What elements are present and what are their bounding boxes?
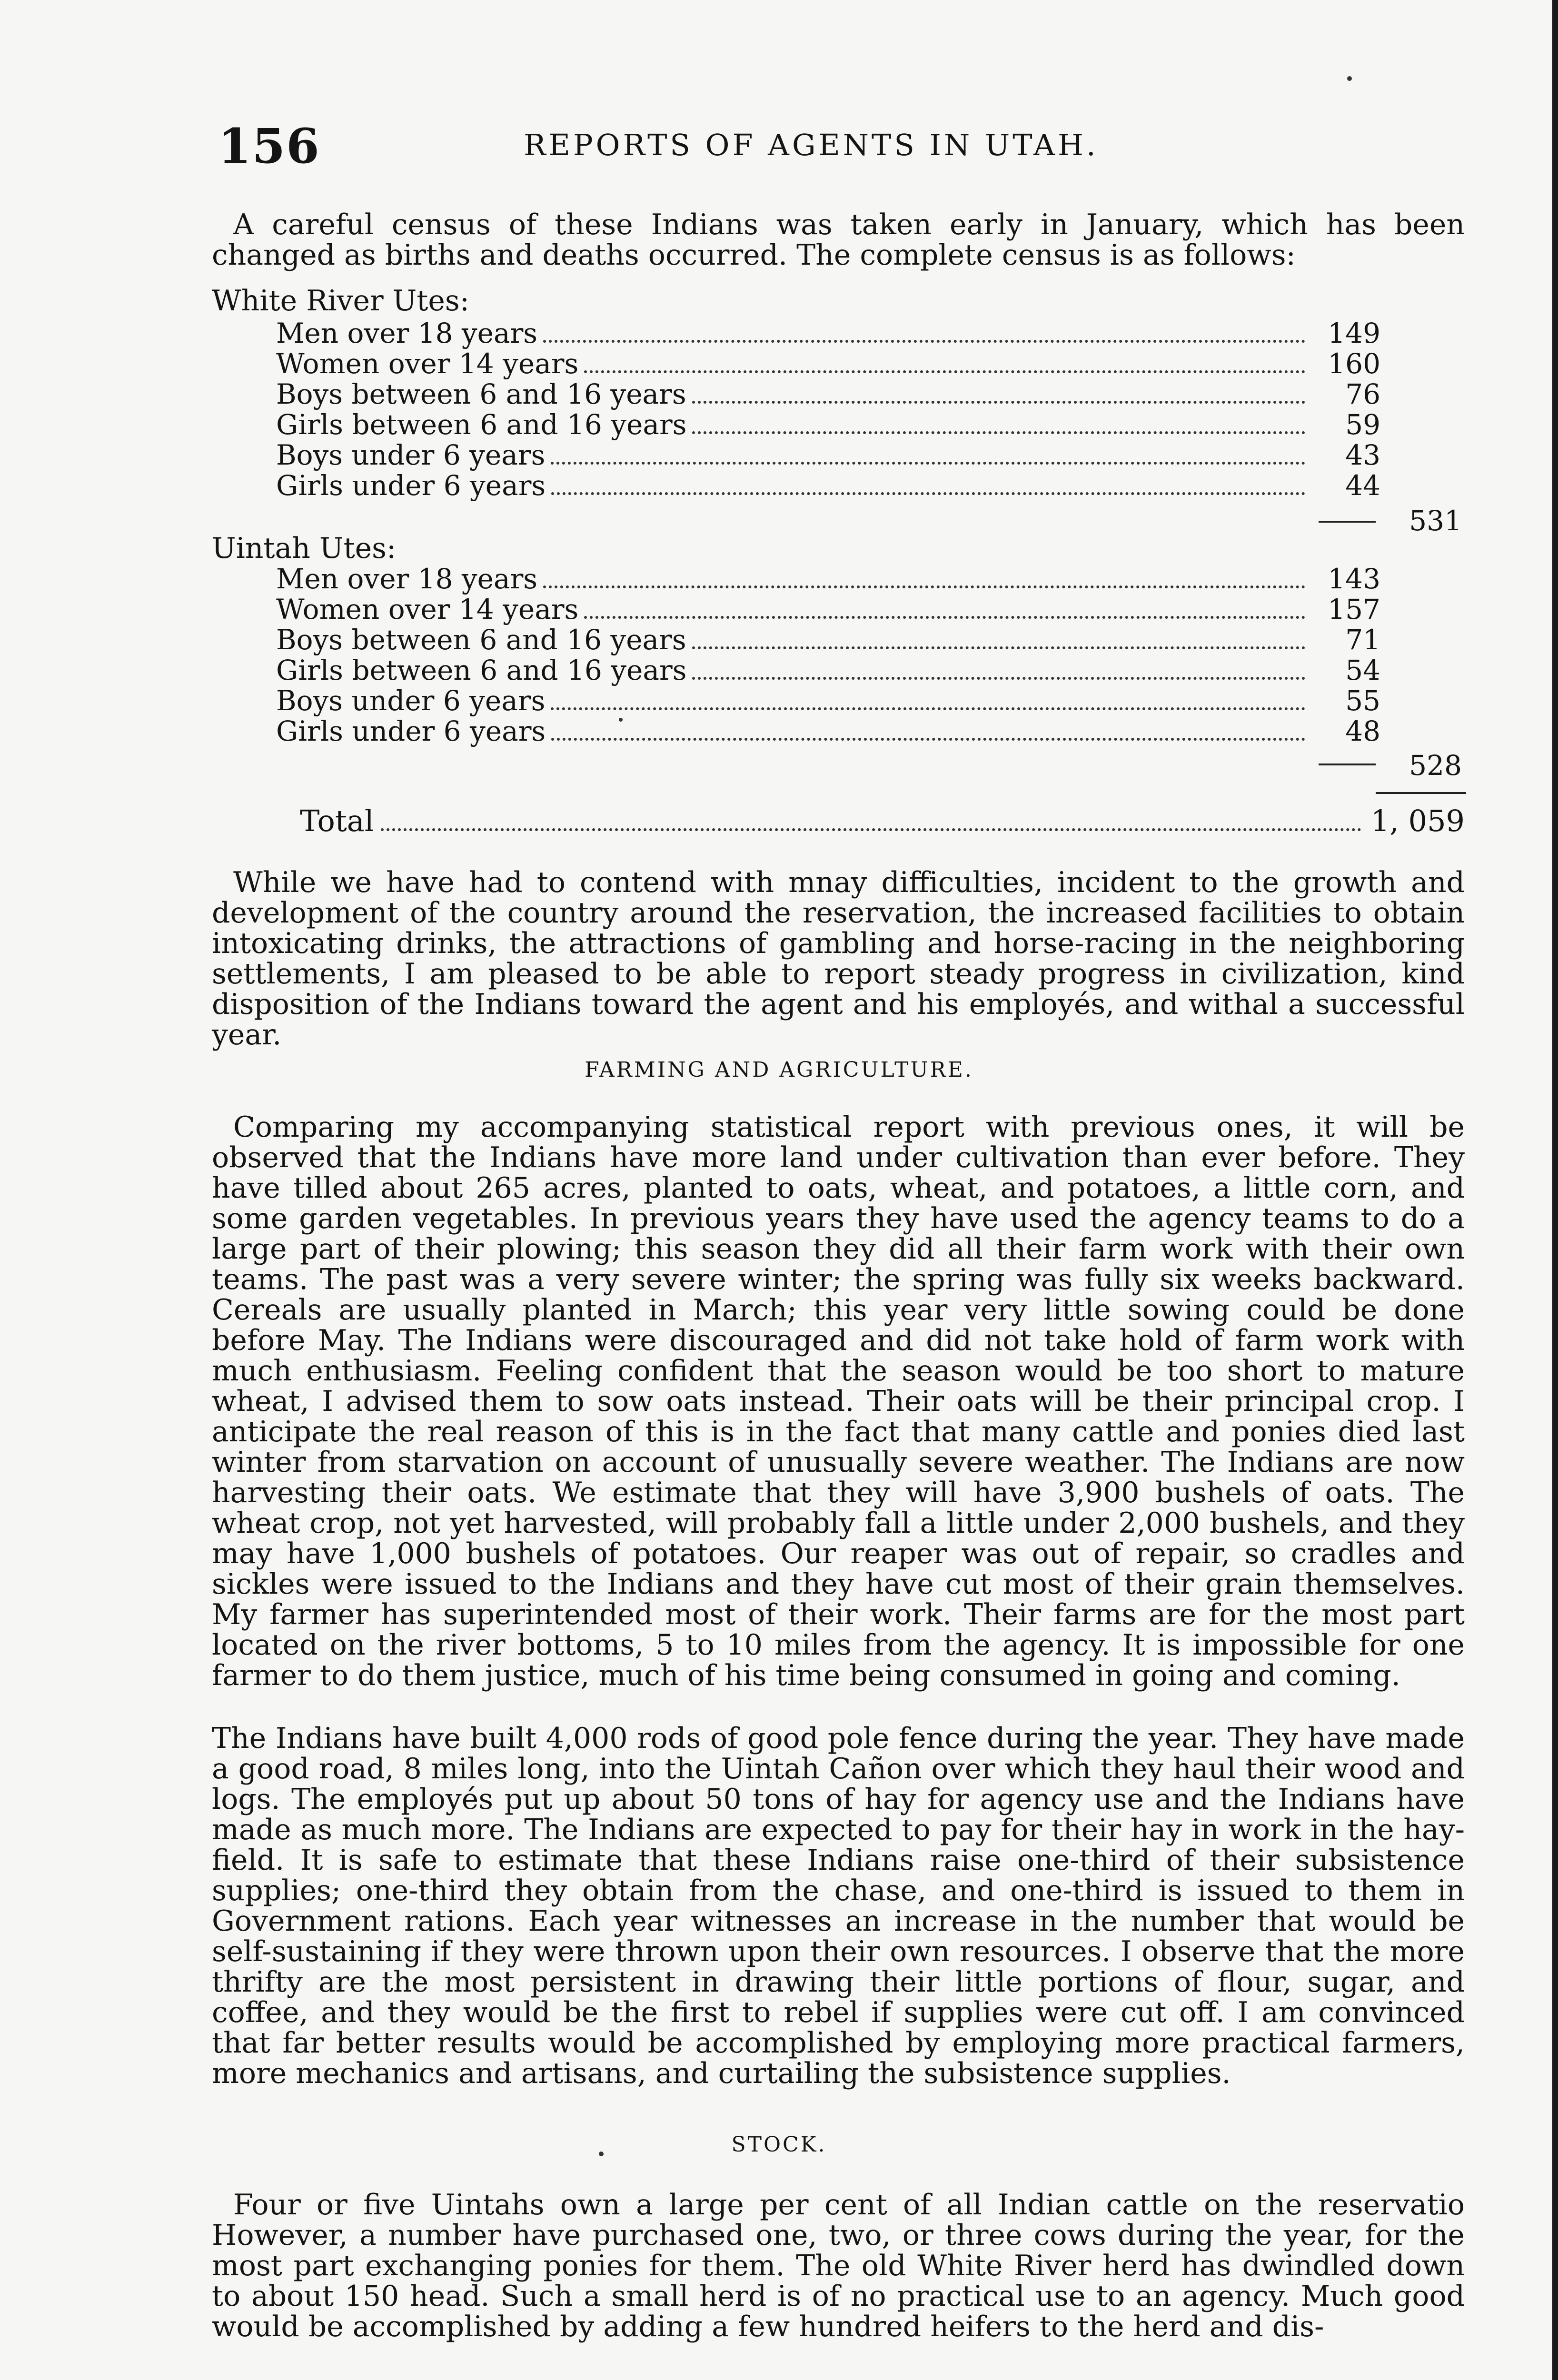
census-row-label: Girls under 6 years bbox=[276, 715, 546, 747]
dot-leader bbox=[551, 738, 1305, 741]
census-row-label: Women over 14 years bbox=[276, 347, 579, 380]
dot-leader bbox=[551, 707, 1305, 710]
census-row bbox=[276, 318, 1380, 348]
farming-heading: FARMING AND AGRICULTURE. bbox=[585, 1058, 973, 1082]
census-row-label: Girls under 6 years bbox=[276, 469, 546, 502]
census-row bbox=[276, 655, 1380, 685]
census-row-label: Men over 18 years bbox=[276, 317, 538, 349]
census-row bbox=[276, 348, 1380, 379]
census-row-value: 54 bbox=[1345, 654, 1380, 686]
census-row-value: 143 bbox=[1328, 563, 1380, 595]
census-row-label: Boys between 6 and 16 years bbox=[276, 624, 686, 656]
farming-paragraph-2 bbox=[212, 1723, 1465, 2089]
intro-paragraph bbox=[212, 209, 1465, 270]
census-row bbox=[276, 409, 1380, 440]
print-speck bbox=[619, 718, 623, 722]
page-number: 156 bbox=[218, 118, 320, 174]
stock-heading: STOCK. bbox=[731, 2132, 827, 2157]
running-head: REPORTS OF AGENTS IN UTAH. bbox=[524, 128, 1099, 162]
uintah-heading: Uintah Utes: bbox=[212, 532, 397, 565]
stock-text: Four or five Uintahs own a large per cent of all Indian cattle on the reservatio However, a number have purchased one, two, or three cows during the year, for the most part exchanging ponies for them. The old White River herd has dwindled down to about 150 head. Such a small herd is of no practical use to an agency. Much good would be accomplished by adding a few hundred heifers to the herd and dis- bbox=[212, 2188, 1465, 2343]
subtotal-rule bbox=[1319, 521, 1376, 523]
census-row-label: Boys between 6 and 16 years bbox=[276, 378, 686, 410]
uintah-subtotal: 528 bbox=[1409, 749, 1462, 782]
dot-leader bbox=[381, 828, 1361, 831]
farming-text-2: The Indians have built 4,000 rods of good pole fence during the year. They have made a good road, 8 miles long, into the Uintah Cañon over which they haul their wood and logs. The employés put up about 50 tons of hay for agency use and the Indians have made as much more. The Indians are expected to pay for their hay in work in the hay-field. It is safe to estimate that these Indians raise one-third of their subsistence supplies; one-third they obtain from the chase, and one-third is issued to them in Government rations. Each year witnesses an increase in the number that would be self-sustaining if they were thrown upon their own resources. I observe that the more thrifty are the most persistent in drawing their little portions of flour, sugar, and coffee, and they would be the first to rebel if supplies were cut off. I am convinced that far better results would be accomplished by employing more practical farmers, more mechanics and artisans, and curtailing the subsistence supplies. bbox=[212, 1722, 1465, 2090]
dot-leader bbox=[692, 677, 1305, 680]
census-row-value: 157 bbox=[1328, 593, 1380, 625]
dot-leader bbox=[584, 616, 1305, 619]
dot-leader bbox=[692, 646, 1305, 649]
difficulties-text: While we have had to contend with mnay difficulties, incident to the growth and development of the country around the reservation, the increased facilities to obtain intoxicating drinks, the attractions of gambling and horse-racing in the neighboring settlements, I am pleased to be able to report steady progress in civilization, kind disposition of the Indians toward the agent and his employés, and withal a successful year. bbox=[212, 866, 1465, 1051]
census-row-label: Men over 18 years bbox=[276, 563, 538, 595]
census-row-label: Girls between 6 and 16 years bbox=[276, 408, 687, 441]
dot-leader bbox=[543, 340, 1305, 343]
census-row bbox=[276, 625, 1380, 655]
total-value: 1, 059 bbox=[1370, 803, 1465, 838]
dot-leader bbox=[543, 585, 1305, 588]
dot-leader bbox=[692, 401, 1305, 404]
white-river-subtotal: 531 bbox=[1409, 505, 1462, 537]
census-row-value: 48 bbox=[1345, 715, 1380, 747]
farming-text-1: Comparing my accompanying statistical report with previous ones, it will be observed that the Indians have more land under cultivation than ever before. They have tilled about 265 acres, planted to oats, wheat, and potatoes, a little corn, and some garden vegetables. In previous years they have used the agency teams to do a large part of their plowing; this season they did all their farm work with their own teams. The past was a very severe winter; the spring was fully six weeks backward. Cereals are usually planted in March; this year very little sowing could be done before May. The Indians were discouraged and did not take hold of farm work with much enthusiasm. Feeling confident that the season would be too short to mature wheat, I advised them to sow oats instead. Their oats will be their principal crop. I anticipate the real reason of this is in the fact that many cattle and ponies died last winter from starvation on account of unusually severe weather. The Indians are now harvesting their oats. We estimate that they will have 3,900 bushels of oats. The wheat crop, not yet harvested, will probably fall a little under 2,000 bushels, and they may have 1,000 bushels of potatoes. Our reaper was out of repair, so cradles and sickles were issued to the Indians and they have cut most of their grain themselves. My farmer has superintended most of their work. Their farms are for the most part located on the river bottoms, 5 to 10 miles from the agency. It is impossible for one farmer to do them justice, much of his time being consumed in going and coming. bbox=[212, 1111, 1465, 1692]
census-row-value: 43 bbox=[1345, 439, 1380, 471]
farming-paragraph-1 bbox=[212, 1112, 1465, 1691]
census-row-value: 44 bbox=[1345, 469, 1380, 502]
difficulties-paragraph bbox=[212, 867, 1465, 1050]
dot-leader bbox=[584, 370, 1305, 373]
census-row-label: Boys under 6 years bbox=[276, 439, 546, 471]
census-row bbox=[276, 594, 1380, 625]
white-river-heading: White River Utes: bbox=[212, 284, 469, 317]
census-row bbox=[276, 685, 1380, 716]
total-row bbox=[300, 804, 1465, 838]
census-row bbox=[276, 564, 1380, 594]
census-row-label: Girls between 6 and 16 years bbox=[276, 654, 687, 686]
census-row-value: 76 bbox=[1345, 378, 1380, 410]
census-row-value: 149 bbox=[1328, 317, 1380, 349]
total-label: Total bbox=[300, 803, 374, 838]
census-row-value: 59 bbox=[1345, 408, 1380, 441]
dot-leader bbox=[551, 462, 1305, 465]
dot-leader bbox=[551, 492, 1305, 495]
census-row bbox=[276, 379, 1380, 409]
print-speck bbox=[1347, 76, 1352, 81]
intro-text: A careful census of these Indians was taken early in January, which has been changed as births and deaths occurred. The complete census is as follows: bbox=[212, 208, 1465, 272]
dot-leader bbox=[692, 431, 1305, 434]
subtotal-rule bbox=[1319, 764, 1376, 765]
census-row-value: 71 bbox=[1345, 624, 1380, 656]
total-rule bbox=[1376, 792, 1466, 794]
census-row bbox=[276, 470, 1380, 501]
census-row-value: 160 bbox=[1328, 347, 1380, 380]
census-row-label: Boys under 6 years bbox=[276, 684, 546, 717]
census-row bbox=[276, 716, 1380, 746]
census-row-value: 55 bbox=[1345, 684, 1380, 717]
census-row bbox=[276, 440, 1380, 470]
stock-paragraph bbox=[212, 2190, 1465, 2342]
print-speck bbox=[599, 2152, 604, 2156]
census-row-label: Women over 14 years bbox=[276, 593, 579, 625]
